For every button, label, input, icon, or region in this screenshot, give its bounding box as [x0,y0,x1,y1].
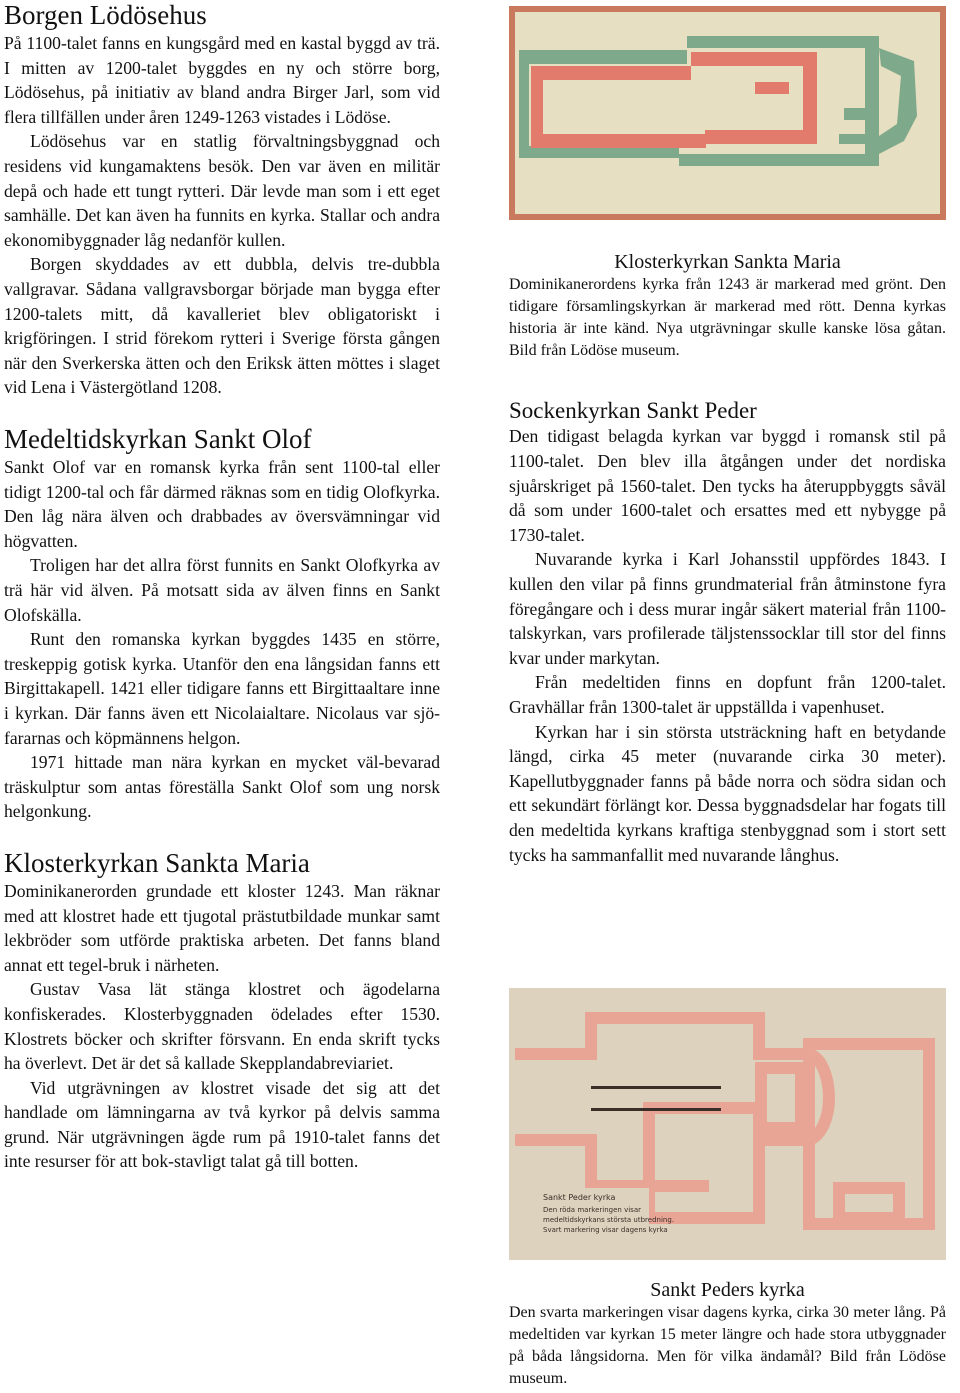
section-maria [4,848,440,1174]
peder-paragraph-3: Från medeltiden finns en dopfunt från 1200-talet. Gravhällar från 1300-talet är uppställda i vapenhuset. [509,672,946,717]
olof-paragraph-2: Troligen har det allra först funnits en Sankt Olofkyrka av trä här vid älven. På motsatt sida av älven finns en Sankt Olofskälla. [4,555,440,625]
maria-caption-text: Dominikanerordens kyrka från 1243 är markerad med grönt. Den tidigare församlingskyrkan är markerad med rött. Denna kyrkas historia är inte känd. Nya utgrävningar skulle kanske lösa gåtan. Bild från Lödöse museum. [509,276,946,359]
olof-heading: Medeltidskyrkan Sankt Olof [4,423,312,454]
olof-paragraph-1: Sankt Olof var en romansk kyrka från sent 1100-tal eller tidigt 1200-tal och får därmed räknas som en tidig Olofkyrka. Den låg nära älven och drabbades av översvämningar vid högvatten. [4,457,440,551]
maria-plan-drawing [509,6,946,220]
peder-paragraph-1: Den tidigast belagda kyrkan var byggd i romansk stil på 1100-talet. Den blev illa åtgången under det nordiska sjuårskriget på 1560-talet. Den tycks ha återuppbyggts såväl då som under 1600-talet och ersattes med ett nybygge på 1730-talet. [509,426,946,545]
left-column [4,0,440,1174]
peder-paragraph-4: Kyrkan har i sin största utsträckning haft en betydande längd, cirka 45 meter (nuvarande cirka 30 meter). Kapellutbyggnader fanns på både norra och södra sidan och ett sekundärt förlängt kor. Dessa byggnadsdelar har fogats till den medeltida kyrkans kraftiga stenbyggnad som i stort sett tycks ha sammanfallit med nuvarande långhus. [509,721,946,865]
maria-heading: Klosterkyrkan Sankta Maria [4,847,310,878]
peder-plan-drawing [509,988,946,1260]
peder-plan-label-1: Sankt Peder kyrka [543,1193,616,1202]
peder-paragraph-2: Nuvarande kyrka i Karl Johansstil uppfördes 1843. I kullen den vilar på finns grundmaterial från åtminstone fyra föregångare och i dess murar ingår säkert material från 1100-talskyrkan, vars profilerade täljstenssocklar till stor del finns kvar under markytan. [509,549,946,668]
section-olof [4,424,440,824]
maria-plan-image [509,6,946,220]
peder-plan-label-4: Svart markering visar dagens kyrka [543,1226,668,1234]
maria-paragraph-1: Dominikanerorden grundade ett kloster 1243. Man räknar med att klostret hade ett tjugotal prästutbildade munkar samt lekbröder som utförde praktiska arbeten. Det fanns bland annat ett tegel-bruk i närheten. [4,880,440,975]
peder-plan-label-2: Den röda markeringen visar [543,1206,641,1214]
maria-paragraph-2: Gustav Vasa lät stänga klostret och ägodelarna konfiskerades. Klosterbyggnaden ödelades efter 1530. Klostrets böcker och skrifter försvann. En enda skrift tycks ha överlevt. Det är det så kallade Skepplandabreviariet. [4,979,440,1074]
borgen-heading: Borgen Lödösehus [4,0,207,30]
section-borgen [4,0,440,400]
peder-plan-image [509,988,946,1260]
maria-caption [509,250,946,362]
maria-caption-title: Klosterkyrkan Sankta Maria [614,251,841,273]
borgen-paragraph-3: Borgen skyddades av ett dubbla, delvis tre-dubbla vallgravar. Sådana vallgravsborgar började man bygga efter 1200-talets mitt, då kavalleriet blev obligatoriskt i krigföringen. I strid förekom rytteri i Sverige första gången när den Sverkerska ätten och den Eriksk ätten möttes i slaget vid Lena i Västergötland 1208. [4,254,440,398]
peder-caption [509,1278,946,1390]
section-peder [509,398,946,867]
peder-plan-label-3: medeltidskyrkans största utbredning. [543,1216,674,1224]
borgen-paragraph-1: På 1100-talet fanns en kungsgård med en kastal byggd av trä. I mitten av 1200-talet byggdes en ny och större borg, Lödösehus, på initiativ av bland andra Birger Jarl, som vid flera tillfällen under åren 1249-1263 vistades i Lödöse. [4,33,440,127]
olof-paragraph-4: 1971 hittade man nära kyrkan en mycket väl-bevarad träskulptur som antas föreställa Sankt Olof som ung norsk helgonkung. [4,752,440,822]
borgen-paragraph-2: Lödösehus var en statlig förvaltningsbyggnad och residens vid kungamaktens besök. Den var även en militär depå och hade ett tungt rytteri. Där levde man som i ett eget samhälle. Det kan även ha funnits en kyrka. Stallar och andra ekonomibyggnader låg nedanför kullen. [4,131,440,250]
peder-heading: Sockenkyrkan Sankt Peder [509,398,757,423]
olof-paragraph-3: Runt den romanska kyrkan byggdes 1435 en större, treskeppig gotisk kyrka. Utanför den ena långsidan fanns ett Birgittakapell. 1421 eller tidigare fanns ett Birgittaaltare inne i kyrkan. Där fanns även ett Nicolaialtare. Nicolaus var sjö-fararnas och köpmännens helgon. [4,629,440,748]
right-column [509,250,946,867]
peder-caption-text: Den svarta markeringen visar dagens kyrka, cirka 30 meter lång. På medeltiden var kyrkan 15 meter längre och hade stora utbyggnader på båda långsidorna. Men för vilka ändamål? Bild från Lödöse museum. [509,1304,946,1387]
peder-caption-title: Sankt Peders kyrka [650,1279,805,1301]
maria-paragraph-3: Vid utgrävningen av klostret visade det sig att det handlade om lämningarna av två kyrkor på delvis samma grund. När utgrävningen ägde rum på 1910-talet fanns det inte resurser för att bok-stavligt talat gå till botten. [4,1077,440,1172]
